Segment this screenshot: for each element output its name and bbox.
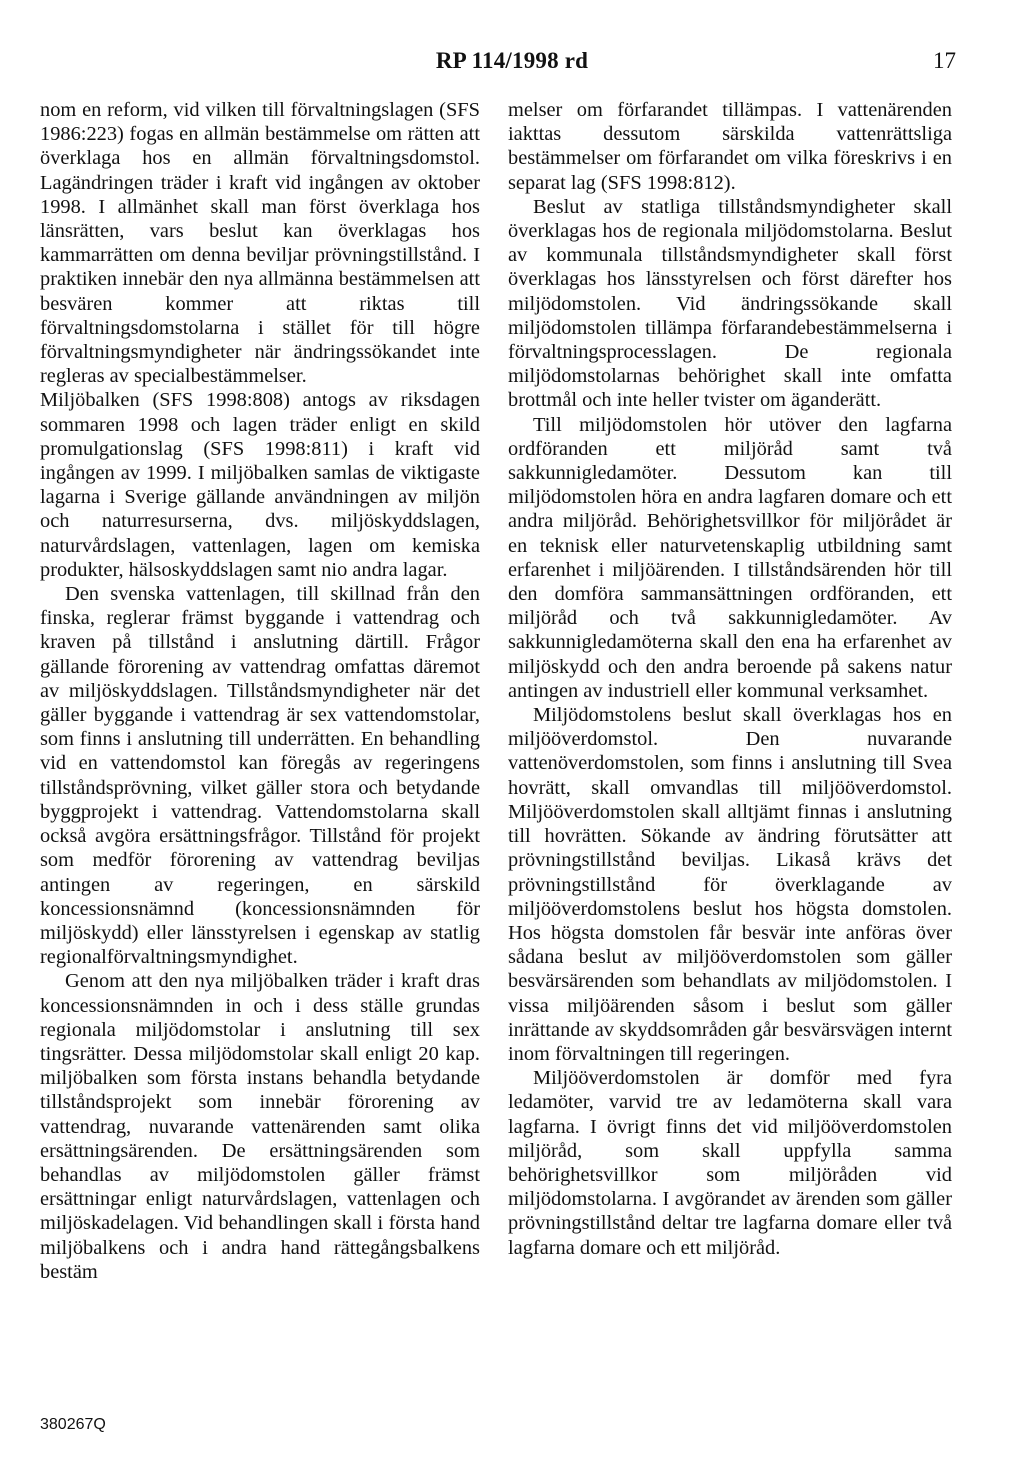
- paragraph: nom en reform, vid vilken till förvaltningslagen (SFS 1986:223) fogas en allmän bestämmelse om rätten att överklaga hos en allmän förvaltningsdomstol. Lagändringen träder i kraft vid ingången av oktober 1998. I allmänhet skall man först överklaga hos länsrätten, vars beslut kan överklagas hos kammarrätten om denna beviljar prövningstillstånd. I praktiken innebär den nya allmänna bestämmelsen att besvären kommer att riktas till förvaltningsdomstolarna i stället för till högre förvaltningsmyndigheter när ändringssökandet inte regleras av specialbestämmelser.: [40, 99, 480, 388]
- right-text-column: [508, 98, 952, 1260]
- paragraph: Miljöbalken (SFS 1998:808) antogs av riksdagen sommaren 1998 och lagen träder enligt en skild promulgationslag (SFS 1998:811) i kraft vid ingången av 1999. I miljöbalken samlas de viktigaste lagarna i Sverige gällande användningen av miljön och naturresurserna, dvs. miljöskyddslagen, naturvårdslagen, vattenlagen, lagen om kemiska produkter, hälsoskyddslagen samt nio andra lagar.: [40, 389, 480, 581]
- paragraph: Den svenska vattenlagen, till skillnad från den finska, reglerar främst byggande i vattendrag och kraven på tillstånd i anslutning därtill. Frågor gällande förorening av vattendrag omfattas däremot av miljöskyddslagen. Tillståndsmyndigheter när det gäller byggande i vattendrag är sex vattendomstolar, som finns i anslutning till underrätten. En behandling vid en vattendomstol kan föregås av regeringens tillståndsprövning, vilket gäller stora och betydande byggprojekt i vattendrag. Vattendomstolarna skall också avgöra ersättningsfrågor. Tillstånd för projekt som medför förorening av vattendrag beviljas antingen av regeringen, en särskild koncessionsnämnd (koncessionsnämnden för miljöskydd) eller länsstyrelsen i egenskap av statlig regionalförvaltningsmyndighet.: [40, 583, 480, 969]
- document-reference-title: RP 114/1998 rd: [435, 48, 589, 73]
- paragraph: Beslut av statliga tillståndsmyndigheter skall överklagas hos de regionala miljödomstolarna. Beslut av kommunala tillståndsmyndigheter skall först överklagas hos länsstyrelsen och först därefter hos miljödomstolen. Vid ändringssökande skall miljödomstolen tillämpa förfarandebestämmelserna i förvaltningsprocesslagen. De regionala miljödomstolarnas behörighet skall inte omfatta brottmål och inte heller tvister om äganderätt.: [508, 195, 952, 412]
- paragraph: Till miljödomstolen hör utöver den lagfarna ordföranden ett miljöråd samt två sakkunnigledamöter. Dessutom kan till miljödomstolen höra en andra lagfaren domare och ett andra miljöråd. Behörighetsvillkor för miljörådet är en teknisk eller naturvetenskaplig utbildning samt erfarenhet i miljöärenden. I tillståndsärenden hör till den domföra sammansättningen ordföranden, ett miljöråd och två sakkunnigledamöter. Av sakkunnigledamöterna skall den ena ha erfarenhet av miljöskydd och den andra beroende på sakens natur antingen av industriell eller kommunal verksamhet.: [508, 413, 952, 702]
- paragraph: Genom att den nya miljöbalken träder i kraft dras koncessionsnämnden in och i dess ställe grundas regionala miljödomstolar i anslutning till sex tingsrätter. Dessa miljödomstolar skall enligt 20 kap. miljöbalken som första instans behandla betydande tillståndsprojekt som innebär förorening av vattendrag, nuvarande vattenärenden samt olika ersättningsärenden. De ersättningsärenden som behandlas av miljödomstolen gäller främst ersättningar enligt naturvårdslagen, vattenlagen och miljöskadelagen. Vid behandlingen skall i första hand miljöbalkens och i andra hand rättegångsbalkens bestäm: [40, 970, 480, 1283]
- paragraph: Miljööverdomstolen är domför med fyra ledamöter, varvid tre av ledamöterna skall vara lagfarna. I övrigt finns det vid miljööverdomstolen miljöråd, som skall uppfylla samma behörighetsvillkor som miljöråden vid miljödomstolarna. I avgörandet av ärenden som gäller prövningstillstånd deltar tre lagfarna domare eller två lagfarna domare och ett miljöråd.: [508, 1067, 952, 1259]
- page-number: 17: [933, 48, 956, 73]
- paragraph: Miljödomstolens beslut skall överklagas hos en miljööverdomstol. Den nuvarande vattenöverdomstolen, som finns i anslutning till Svea hovrätt, skall omvandlas till miljööverdomstol. Miljööverdomstolen skall alltjämt finnas i anslutning till hovrätten. Sökande av ändring förutsätter att prövningstillstånd beviljas. Likaså krävs det prövningstillstånd för överklagande av miljööverdomstolens beslut hos högsta domstolen. Hos högsta domstolen får besvär inte anföras över sådana beslut av miljööverdomstolen som gäller besvärsärenden som behandlats av miljödomstolen. I vissa miljöärenden såsom i beslut som gäller inrättande av skyddsområden går besvärsvägen internt inom förvaltningen till regeringen.: [508, 704, 952, 1065]
- print-code-footer: 380267Q: [40, 1416, 106, 1433]
- paragraph: melser om förfarandet tillämpas. I vattenärenden iakttas dessutom särskilda vattenrättsliga bestämmelser om förfarandet om vilka föreskrivs i en separat lag (SFS 1998:812).: [508, 99, 952, 194]
- left-text-column: [40, 98, 480, 1284]
- page-header: [0, 48, 1024, 78]
